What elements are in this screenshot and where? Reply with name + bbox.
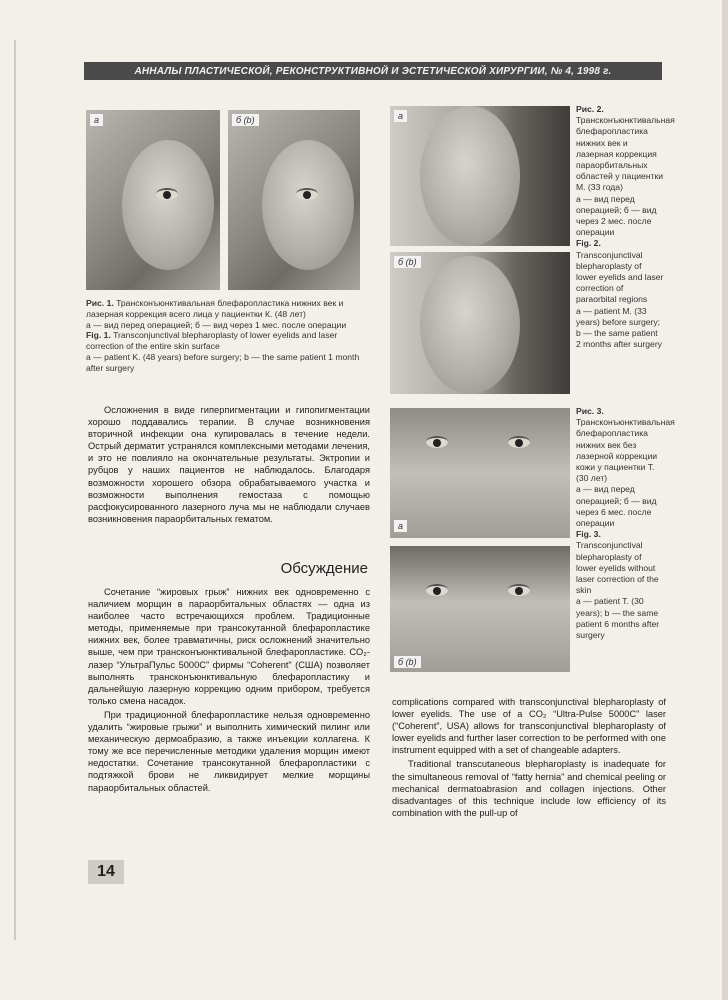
discussion-text-block (88, 586, 370, 794)
fig2-caption (576, 104, 675, 350)
fig1-caption (86, 298, 362, 374)
fig3-caption-en-label: Fig. 3. (576, 529, 601, 540)
fig3-caption-ru: Трансконъюнктивальная блефаропластика нижних век без лазерной коррекции кожи у пациентки Т. (30 лет) (576, 417, 675, 484)
fig1-caption-en-label: Fig. 1. (86, 330, 111, 341)
eye (508, 436, 530, 448)
fig3-caption-ru-label: Рис. 3. (576, 406, 604, 416)
fig1-caption-ru-detail: а — вид перед операцией; б — вид через 1 мес. после операции (86, 319, 347, 330)
fig3-photo-a (390, 408, 570, 538)
fig2-caption-ru-label: Рис. 2. (576, 104, 604, 114)
eye (426, 436, 448, 448)
page-number: 14 (88, 860, 124, 884)
fig2-caption-ru: Трансконъюнктивальная блефаропластика нижних век и лазерная коррекция параорбитальных областей у пациентки М. (33 года) (576, 115, 675, 193)
paragraph-en-2: Traditional transcutaneous blepharoplasty is inadequate for the simultaneous removal of “fatty hernia” and chemical peeling or mechanical dermatoabrasion and collagen injections. Other disadvantages of this technique include low efficiency of its combination with the pull-up of (392, 759, 666, 818)
fig1-tag-a: а (90, 114, 103, 126)
fig1-caption-en: Transconjunctival blepharoplasty of lower eyelids and laser correction of the entire skin surface (86, 330, 338, 352)
fig1-caption-ru: Трансконъюнктивальная блефаропластика нижних век и лазерная коррекция всего лица у пациентки К. (48 лет) (86, 298, 344, 319)
fig1-photo-b (228, 110, 360, 290)
eye (156, 188, 178, 200)
paragraph-discussion-1: Сочетание “жировых грыж” нижних век одновременно с наличием морщин в параорбитальных областях — одна из наиболее часто встречающихся проблем. Традиционные методы, применяемые при трансокутанной блефаропластике нижних век, более травматичны, риск осложнений значительно выше, чем при трансконъюнктивальной блефаропластике. CO₂-лазер “УльтраПульс 5000С” фирмы “Coherent” (США) позволяет выполнять трансконъюнктивальную блефаропластику и дальнейшую лазерную коррекцию одним прибором, требуется только смена насадок. (88, 587, 370, 706)
fig2-photo-b (390, 252, 570, 394)
face (420, 256, 520, 394)
section-heading-discussion: Обсуждение (280, 560, 368, 577)
paragraph-complications: Осложнения в виде гиперпигментации и гипопигментации хорошо поддавались терапии. В случае возникновения вторичной инфекции она купировалась в течение недели. Острый дерматит устранялся комплексными методами лечения, и это не повлияло на окончательные результаты. Эктропии и рубцов у наших пациентов не наблюдалось. Благодаря возможности хорошего обзора обрабатываемого участка и возможности выполнения гемостаза с помощью расфокусированного лазерного луча мы не наблюдали случаев возникновения параорбитальных гематом. (88, 405, 370, 524)
fig3-photo-b (390, 546, 570, 672)
page-shadow (722, 0, 728, 1000)
face (122, 140, 214, 270)
face (262, 140, 354, 270)
fig3-caption (576, 406, 675, 641)
fig2-tag-a: а (394, 110, 407, 122)
fig3-tag-a: а (394, 520, 407, 532)
fig3-caption-en-detail: a — patient T. (30 years); b — the same patient 6 months after surgery (576, 596, 660, 641)
fig2-tag-b: б (b) (394, 256, 421, 268)
fig2-caption-en: Transconjunctival blepharoplasty of lower eyelids and laser correction of paraorbital regions (576, 249, 664, 305)
paragraph-discussion-2: При традиционной блефаропластике нельзя одновременно удалить “жировые грыжи” и выполнить химический пилинг или механическую дермоабразию, а также инъекции коллагена. К тому же все перечисленные методики удаления морщин имеют недостатки. Сочетание трансокутанной блефаропластики с подтяжкой брови не ликвидирует мелкие морщины параорбитальных областей. (88, 709, 370, 793)
english-text-block (392, 696, 666, 819)
eye (426, 584, 448, 596)
fig1-tag-b: б (b) (232, 114, 259, 126)
fig3-caption-ru-detail: а — вид перед операцией; б — вид через 6 мес. после операции (576, 484, 657, 529)
journal-header: АННАЛЫ ПЛАСТИЧЕСКОЙ, РЕКОНСТРУКТИВНОЙ И ЭСТЕТИЧЕСКОЙ ХИРУРГИИ, № 4, 1998 г. (84, 62, 662, 80)
eye (296, 188, 318, 200)
fig1-caption-en-detail: a — patient K. (48 years) before surgery; b — the same patient 1 month after surgery (86, 351, 360, 373)
fig3-tag-b: б (b) (394, 656, 421, 668)
fig2-photo-a (390, 106, 570, 246)
paragraph-en-1: complications compared with transconjunctival blepharoplasty of lower eyelids. The use of a CO₂ “Ultra-Pulse 5000C” laser (“Coherent”, USA) allows for transconjunctival blepharoplasty of lower eyelids and further laser correction to be performed with one instrument equipped with a set of changeable adapters. (392, 697, 666, 756)
face (420, 106, 520, 246)
fig1-caption-ru-label: Рис. 1. (86, 298, 114, 308)
page-edge (14, 40, 16, 940)
fig2-caption-en-detail: a — patient M. (33 years) before surgery; b — the same patient 2 months after surgery (576, 305, 662, 350)
eye (508, 584, 530, 596)
complications-paragraph-block (88, 404, 370, 525)
fig2-caption-en-label: Fig. 2. (576, 238, 601, 249)
fig3-caption-en: Transconjunctival blepharoplasty of lower eyelids without laser correction of the skin (576, 540, 659, 596)
fig2-caption-ru-detail: а — вид перед операцией; б — вид через 2 мес. после операции (576, 193, 657, 238)
fig1-photo-a (86, 110, 220, 290)
